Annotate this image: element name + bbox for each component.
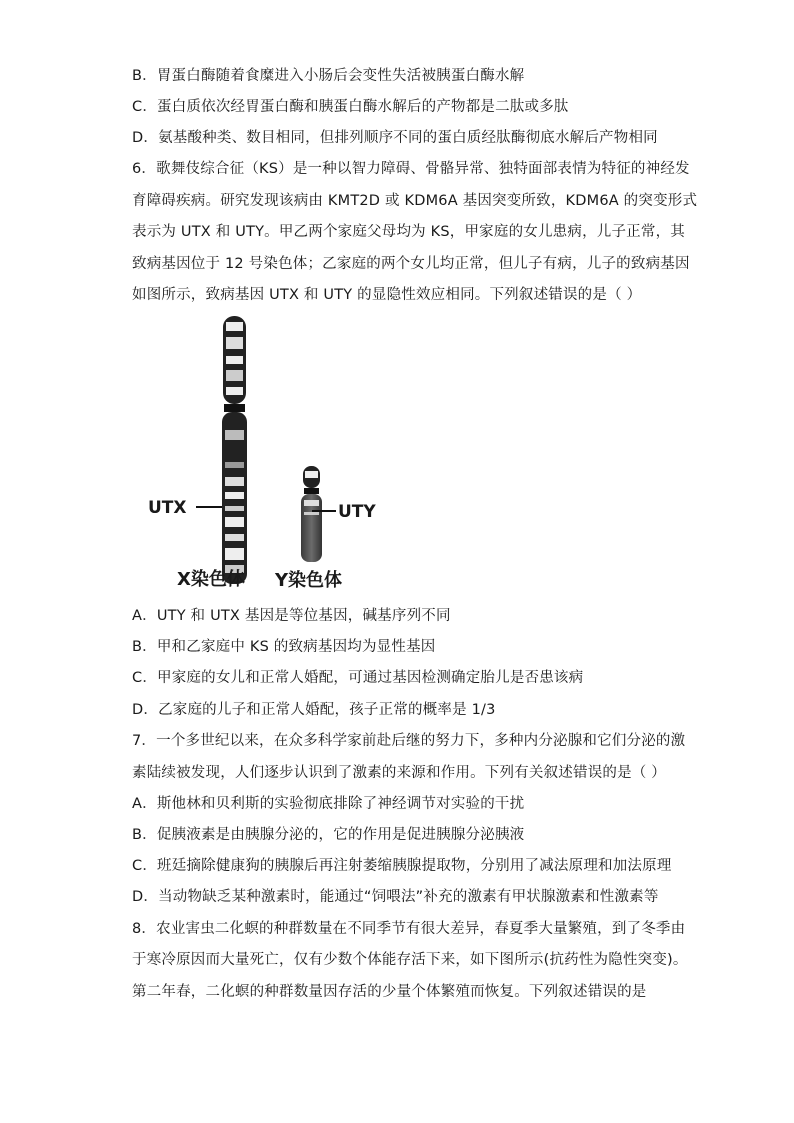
q7-option-b: B．促胰液素是由胰腺分泌的，它的作用是促进胰腺分泌胰液 (132, 827, 525, 843)
q6-option-c: C．甲家庭的女儿和正常人婚配，可通过基因检测确定胎儿是否患该病 (132, 670, 584, 686)
q6-stem-4: 致病基因位于 12 号染色体；乙家庭的两个女儿均正常，但儿子有病，儿子的致病基因 (132, 256, 690, 272)
q7-stem-1: 7．一个多世纪以来，在众多科学家前赴后继的努力下，多种内分泌腺和它们分泌的激 (132, 733, 686, 749)
q6-stem-2: 育障碍疾病。研究发现该病由 KMT2D 或 KDM6A 基因突变所致，KDM6A 的突变形式 (132, 193, 698, 209)
q7-option-c: C．班廷摘除健康狗的胰腺后再注射萎缩胰腺提取物，分别用了减法原理和加法原理 (132, 858, 672, 874)
y-chromosome (301, 466, 322, 562)
option-c-prev: C．蛋白质依次经胃蛋白酶和胰蛋白酶水解后的产物都是二肽或多肽 (132, 99, 569, 115)
q7-stem-2: 素陆续被发现，人们逐步认识到了激素的来源和作用。下列有关叙述错误的是（ ） (132, 765, 667, 781)
q8-stem-2: 于寒冷原因而大量死亡，仅有少数个体能存活下来，如下图所示(抗药性为隐性突变)。 (132, 952, 688, 968)
y-chromosome-caption: Y染色体 (275, 570, 343, 591)
q7-option-d: D．当动物缺乏某种激素时，能通过“饲喂法”补充的激素有甲状腺激素和性激素等 (132, 889, 659, 905)
q7-option-a: A．斯他林和贝利斯的实验彻底排除了神经调节对实验的干扰 (132, 796, 525, 812)
uty-label: UTY (338, 502, 376, 522)
option-b-prev: B．胃蛋白酶随着食糜进入小肠后会变性失活被胰蛋白酶水解 (132, 68, 525, 84)
q6-stem-3: 表示为 UTX 和 UTY。甲乙两个家庭父母均为 KS，甲家庭的女儿患病，儿子正常，其 (132, 224, 685, 240)
x-chromosome (222, 316, 247, 584)
chromosome-figure (140, 312, 400, 594)
q6-option-b: B．甲和乙家庭中 KS 的致病基因均为显性基因 (132, 639, 436, 655)
q6-stem-5: 如图所示，致病基因 UTX 和 UTY 的显隐性效应相同。下列叙述错误的是（ ） (132, 287, 642, 303)
x-chromosome-caption: X染色体 (177, 569, 245, 590)
q8-stem-3: 第二年春，二化螟的种群数量因存活的少量个体繁殖而恢复。下列叙述错误的是 (132, 984, 647, 1000)
q6-option-d: D．乙家庭的儿子和正常人婚配，孩子正常的概率是 1/3 (132, 702, 496, 718)
option-d-prev: D．氨基酸种类、数目相同，但排列顺序不同的蛋白质经肽酶彻底水解后产物相同 (132, 130, 658, 146)
q8-stem-1: 8．农业害虫二化螟的种群数量在不同季节有很大差异，春夏季大量繁殖，到了冬季由 (132, 921, 686, 937)
chromosome-diagram (140, 312, 400, 594)
q6-option-a: A．UTY 和 UTX 基因是等位基因，碱基序列不同 (132, 608, 451, 624)
utx-label: UTX (148, 498, 187, 518)
q6-stem-1: 6．歌舞伎综合征（KS）是一种以智力障碍、骨骼异常、独特面部表情为特征的神经发 (132, 161, 690, 177)
